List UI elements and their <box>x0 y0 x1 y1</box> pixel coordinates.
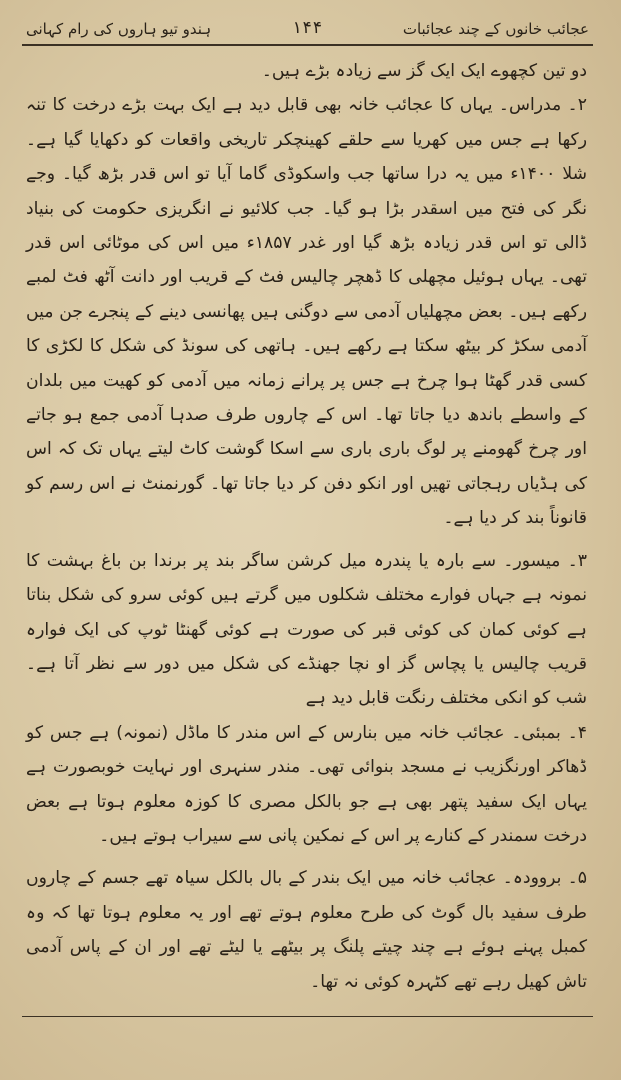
paragraph-bombay: ۴۔ بمبئی۔ عجائب خانہ میں بنارس کے اس مندر کا ماڈل (نمونہ) ہے جس کو ڈھاکر اورنگزیب نے مسجد بنوائی تھی۔ مندر سنہری اور نہایت خوبصورت ہے یہاں ایک سفید پتھر بھی ہے جو بالکل مصری کا کوزہ معلوم ہوتا ہے بعض درخت سمندر کے کنارے پر اس کے نمکین پانی سے سیراب ہوتے ہیں۔ <box>26 722 587 846</box>
paragraph-madras: ۲۔ مدراس۔ یہاں کا عجائب خانہ بھی قابل دید ہے ایک بہت بڑے درخت کا تنہ رکھا ہے جس میں کھریا سے حلقے کھینچکر تاریخی واقعات کو دکھایا گیا ہے۔ شلا ۱۴۰۰ء میں یہ درا ساتھا جب واسکوڈی گاما آیا تو اس قدر بڑھ گیا۔ وجے نگر کی فتح میں اسقدر بڑا ہو گیا۔ جب کلائیو نے انگریزی حکومت کی بنیاد ڈالی تو اس قدر زیادہ بڑھ گیا اور غدر ۱۸۵۷ء میں اس کی موٹائی اس قدر تھی۔ یہاں ہوئیل مچھلی کا ڈھچر چالیس فٹ کے قریب اور دانت آٹھ فٹ لمبے رکھے ہیں۔ بعض مچھلیاں آدمی سے دوگنی ہیں پھانسی دینے کے پنجرے جن میں آدمی سکڑ کر بیٹھ سکتا ہے رکھے ہیں۔ ہاتھی کی سونڈ کی شکل کا لکڑی کا کسی قدر گھٹا ہوا چرخ ہے جس پر پرانے زمانہ میں آدمی کو کھیت میں بلدان کے واسطے باندھ دیا جاتا تھا۔ اس کے چاروں طرف صدہا آدمی جمع ہو جاتے اور چرخ گھومنے پر لوگ باری باری سے اسکا گوشت کاٹ لیتے یہاں تک کہ اس کی ہڈیاں رہجاتی تھیں اور انکو دفن کر دیا جاتا تھا۔ گورنمنٹ نے اس رسم کو قانوناً بند کر دیا ہے۔ <box>26 95 587 529</box>
paragraph-mysore: ۳۔ میسور۔ سے بارہ یا پندرہ میل کرشن ساگر بند پر برندا بن باغ بہشت کا نمونہ ہے جہاں فوارے مختلف شکلوں میں گرتے ہیں کوئی سرو کی شکل بناتا ہے کوئی کمان کی کوئی قبر کی صورت ہے کوئی گھنٹا ٹوپ کی ایک فوارہ قریب چالیس یا پچاس گز او نچا جھنڈے کی شکل میں دور سے نظر آتا ہے۔ شب کو انکی مختلف رنگت قابل دید ہے <box>26 550 587 709</box>
running-header <box>22 18 593 46</box>
page-body <box>22 46 593 999</box>
paragraph-intro: دو تین کچھوے ایک ایک گز سے زیادہ بڑے ہیں۔ <box>261 61 587 81</box>
paragraph-baroda: ۵۔ بروودہ۔ عجائب خانہ میں ایک بندر کے بال بالکل سیاہ تھے جسم کے چاروں طرف سفید بال گوٹ کی طرح معلوم ہوتے تھے اور یہ معلوم ہوتا تھا کہ وہ کمبل پہنے ہوئے ہے چند چیتے پلنگ پر بیٹھے یا لیٹے تھے اور ان کے پاس آدمی تاش کھیل رہے تھے کٹہرہ کوئی نہ تھا۔ <box>26 868 587 992</box>
page-number: ۱۴۴ <box>291 18 323 38</box>
footer-rule <box>22 1016 593 1017</box>
header-right-title: عجائب خانوں کے چند عجائبات <box>402 20 589 38</box>
header-left-title: ہندو تیو ہاروں کی رام کہانی <box>26 20 212 38</box>
